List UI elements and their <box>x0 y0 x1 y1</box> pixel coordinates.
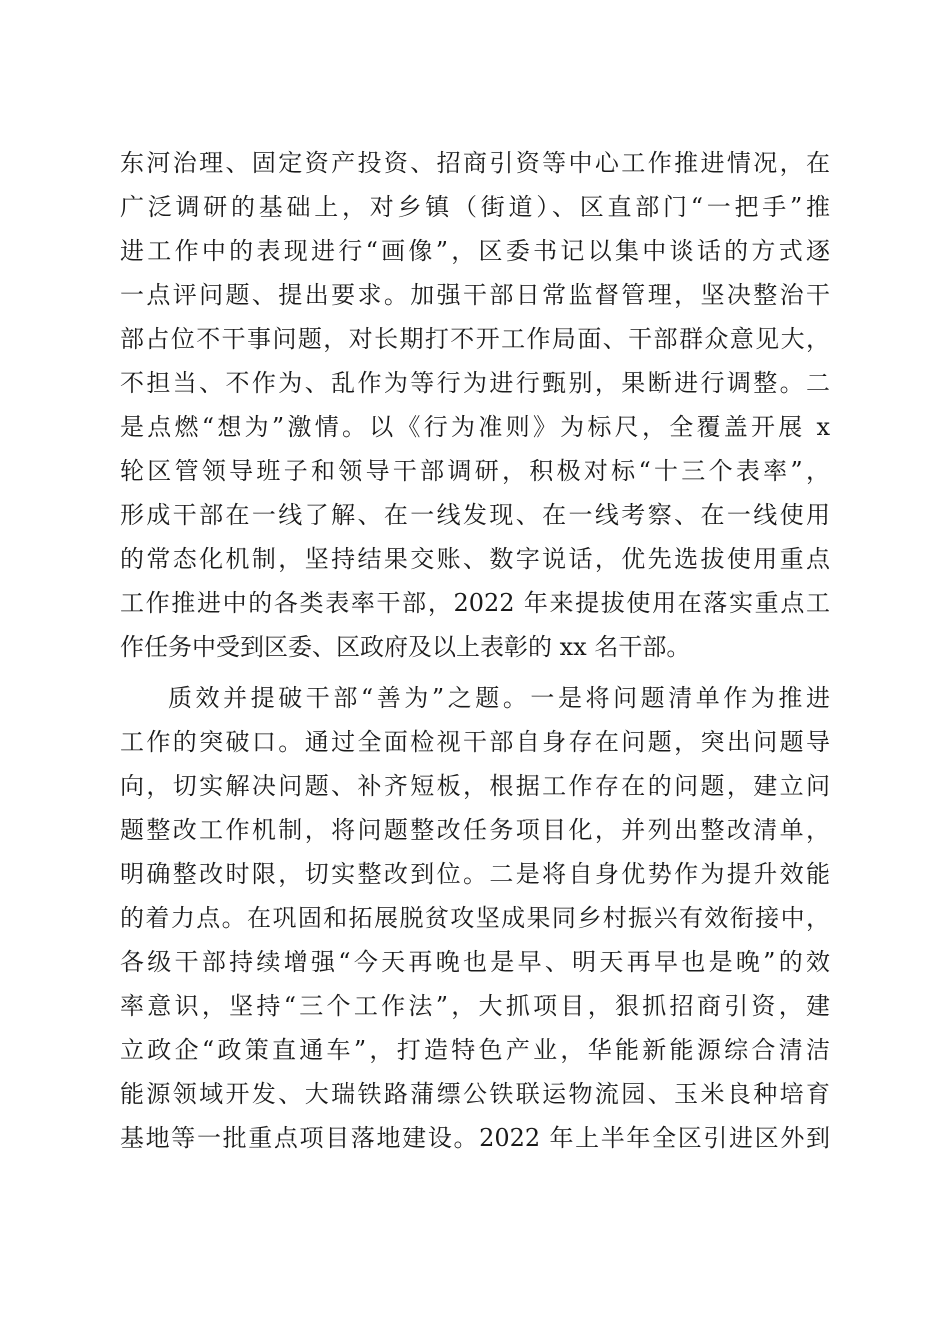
text-line: 各级干部持续增强“今天再晚也是早、明天再早也是晚”的效 <box>120 948 830 976</box>
text-line: 不担当、不作为、乱作为等行为进行甄别，果断进行调整。二 <box>120 369 830 397</box>
text-line: 能源领域开发、大瑞铁路蒲缥公铁联运物流园、玉米良种培育 <box>120 1080 830 1108</box>
text-line: 一点评问题、提出要求。加强干部日常监督管理，坚决整治干 <box>120 281 830 309</box>
text-line: 工作的突破口。通过全面检视干部自身存在问题，突出问题导 <box>120 728 830 756</box>
paragraph-first-line: 质效并提破干部“善为”之题。一是将问题清单作为推进 <box>168 684 830 712</box>
text-line: 立政企“政策直通车”，打造特色产业，华能新能源综合清洁 <box>120 1036 830 1064</box>
text-line: 的常态化机制，坚持结果交账、数字说话，优先选拔使用重点 <box>120 545 830 573</box>
text-line: 向，切实解决问题、补齐短板，根据工作存在的问题，建立问 <box>120 772 830 800</box>
text-line: 工作推进中的各类表率干部，2022 年来提拔使用在落实重点工 <box>120 589 830 617</box>
text-line: 明确整改时限，切实整改到位。二是将自身优势作为提升效能 <box>120 860 830 888</box>
text-line: 的着力点。在巩固和拓展脱贫攻坚成果同乡村振兴有效衔接中， <box>120 904 830 932</box>
text-line: 形成干部在一线了解、在一线发现、在一线考察、在一线使用 <box>120 501 830 529</box>
text-line: 基地等一批重点项目落地建设。2022 年上半年全区引进区外到 <box>120 1124 830 1152</box>
text-line: 部占位不干事问题，对长期打不开工作局面、干部群众意见大， <box>120 325 830 353</box>
text-line: 作任务中受到区委、区政府及以上表彰的 xx 名干部。 <box>120 633 691 661</box>
text-line: 进工作中的表现进行“画像”，区委书记以集中谈话的方式逐 <box>120 237 830 265</box>
text-line: 题整改工作机制，将问题整改任务项目化，并列出整改清单， <box>120 816 830 844</box>
text-line: 广泛调研的基础上，对乡镇（街道）、区直部门“一把手”推 <box>120 193 830 221</box>
text-line: 率意识，坚持“三个工作法”，大抓项目，狠抓招商引资，建 <box>120 992 830 1020</box>
text-line: 是点燃“想为”激情。以《行为准则》为标尺，全覆盖开展 x <box>120 413 830 441</box>
text-line: 东河治理、固定资产投资、招商引资等中心工作推进情况，在 <box>120 149 830 177</box>
text-line: 轮区管领导班子和领导干部调研，积极对标“十三个表率”， <box>120 457 830 485</box>
